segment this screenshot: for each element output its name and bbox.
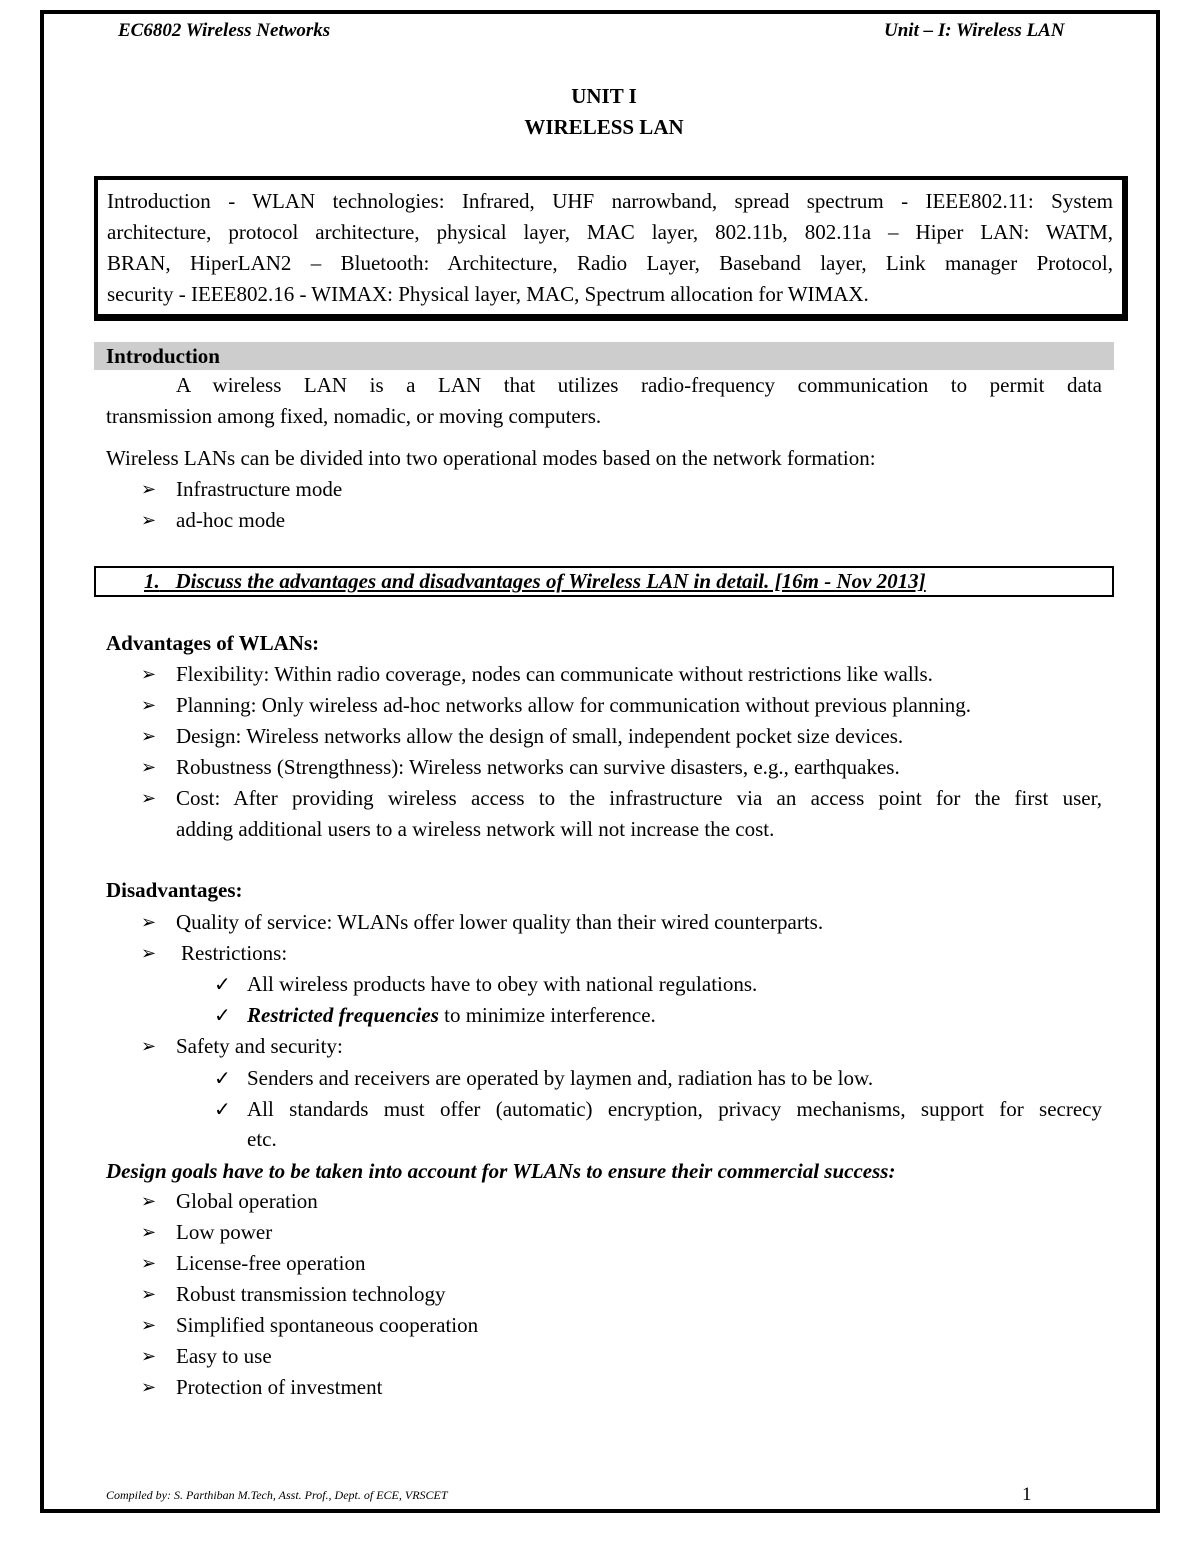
footer-compiled-by: Compiled by: S. Parthiban M.Tech, Asst. Prof., Dept. of ECE, VRSCET [106,1488,448,1502]
arrow-bullet-icon: ➢ [141,1346,157,1366]
list-item: Safety and security: [176,1034,343,1058]
list-item: Cost: After providing wireless access to the infrastructure via an access point for the first user, [176,786,1102,810]
header-unit-title: Unit – I: Wireless LAN [884,20,1065,41]
intro-paragraph-line1: A wireless LAN is a LAN that utilizes radio-frequency communication to permit data [176,373,1102,397]
list-item: Infrastructure mode [176,477,343,501]
disadvantages-heading: Disadvantages: [106,878,243,902]
arrow-bullet-icon: ➢ [141,1253,157,1273]
header-course-title: EC6802 Wireless Networks [118,20,331,41]
syllabus-line: Introduction - WLAN technologies: Infrared, UHF narrowband, spread spectrum - IEEE802.11: System [107,189,1113,213]
syllabus-line: architecture, protocol architecture, physical layer, MAC layer, 802.11b, 802.11a – Hiper LAN: WATM, [107,220,1113,244]
design-goals-heading: Design goals have to be taken into account for WLANs to ensure their commercial success: [106,1159,896,1183]
unit-title: UNIT I [571,84,637,108]
intro-heading: Introduction [106,344,220,368]
arrow-bullet-icon: ➢ [141,1315,157,1335]
arrow-bullet-icon: ➢ [141,943,157,963]
list-item: Simplified spontaneous cooperation [176,1313,479,1337]
arrow-bullet-icon: ➢ [141,1284,157,1304]
arrow-bullet-icon: ➢ [141,664,157,684]
list-item: ad-hoc mode [176,508,286,532]
sub-list-item: All wireless products have to obey with national regulations. [247,972,758,996]
question-text [144,569,926,594]
checkmark-icon: ✓ [214,1099,231,1121]
list-item: Quality of service: WLANs offer lower quality than their wired counterparts. [176,910,824,934]
arrow-bullet-icon: ➢ [141,1222,157,1242]
checkmark-icon: ✓ [214,974,231,996]
arrow-bullet-icon: ➢ [141,1377,157,1397]
intro-paragraph-line2: transmission among fixed, nomadic, or moving computers. [106,404,602,428]
sub-list-item-rest: to minimize interference. [438,1003,656,1027]
list-item: Global operation [176,1189,318,1213]
page-number: 1 [1022,1484,1032,1505]
sub-list-item-continuation: etc. [247,1127,277,1151]
question-body: Discuss the advantages and disadvantages of Wireless LAN in detail. [16m - Nov 2013] [175,569,926,593]
syllabus-line: security - IEEE802.16 - WIMAX: Physical layer, MAC, Spectrum allocation for WIMAX. [107,282,869,306]
list-item: Robust transmission technology [176,1282,446,1306]
syllabus-line: BRAN, HiperLAN2 – Bluetooth: Architecture, Radio Layer, Baseband layer, Link manager Protocol, [107,251,1113,275]
checkmark-icon: ✓ [214,1068,231,1090]
question-number: 1. [144,569,160,593]
sub-list-item: Senders and receivers are operated by laymen and, radiation has to be low. [247,1066,874,1090]
list-item-continuation: adding additional users to a wireless network will not increase the cost. [176,817,775,841]
arrow-bullet-icon: ➢ [141,726,157,746]
list-item: Flexibility: Within radio coverage, nodes can communicate without restrictions like walls. [176,662,933,686]
list-item: Planning: Only wireless ad-hoc networks allow for communication without previous planning. [176,693,971,717]
list-item: License-free operation [176,1251,366,1275]
arrow-bullet-icon: ➢ [141,695,157,715]
list-item: Design: Wireless networks allow the design of small, independent pocket size devices. [176,724,904,748]
arrow-bullet-icon: ➢ [141,510,157,530]
checkmark-icon: ✓ [214,1005,231,1027]
arrow-bullet-icon: ➢ [141,1191,157,1211]
list-item: Easy to use [176,1344,272,1368]
list-item: Robustness (Strengthness): Wireless networks can survive disasters, e.g., earthquakes. [176,755,900,779]
list-item: Low power [176,1220,273,1244]
arrow-bullet-icon: ➢ [141,788,157,808]
unit-subtitle: WIRELESS LAN [524,115,684,139]
sub-list-item [247,1003,656,1028]
advantages-heading: Advantages of WLANs: [106,631,320,655]
arrow-bullet-icon: ➢ [141,912,157,932]
list-item: Protection of investment [176,1375,383,1399]
arrow-bullet-icon: ➢ [141,757,157,777]
intro-modes-text: Wireless LANs can be divided into two operational modes based on the network formation: [106,446,876,470]
syllabus-box [94,176,1128,321]
sub-list-item: All standards must offer (automatic) encryption, privacy mechanisms, support for secrecy [247,1097,1102,1121]
emphasis-text: Restricted frequencies [247,1003,439,1027]
arrow-bullet-icon: ➢ [141,479,157,499]
intro-heading-bar [94,342,1114,370]
arrow-bullet-icon: ➢ [141,1036,157,1056]
list-item: Restrictions: [181,941,288,965]
